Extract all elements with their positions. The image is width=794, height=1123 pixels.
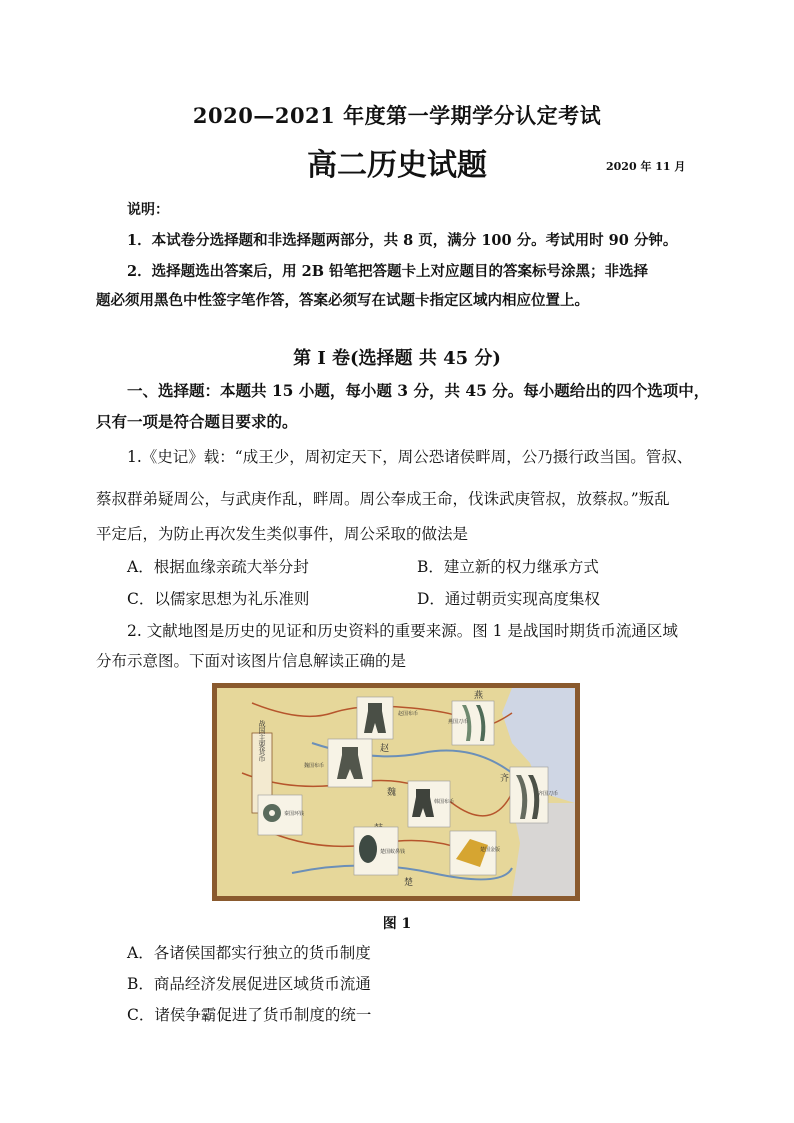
- exam-date: 2020 年 11 月: [606, 160, 686, 173]
- coin-label: 齐国刀币: [538, 791, 559, 797]
- instructions-line-2b: 题必须用黑色中性签字笔作答，答案必须写在试题卡指定区域内相应位置上。: [96, 292, 589, 309]
- coin-label: 楚国蚁鼻钱: [380, 849, 406, 855]
- q2-option-b[interactable]: B．商品经济发展促进区域货币流通: [127, 975, 371, 993]
- q1-option-d[interactable]: D．通过朝贡实现高度集权: [417, 590, 600, 608]
- q1-option-c[interactable]: C．以儒家思想为礼乐准则: [127, 590, 310, 608]
- section-intro-b: 只有一项是符合题目要求的。: [96, 412, 298, 431]
- instructions-line-2a: 2．选择题选出答案后，用 2B 铅笔把答题卡上对应题目的答案标号涂黑；非选择: [127, 263, 649, 280]
- q1-option-a[interactable]: A．根据血缘亲疏大举分封: [127, 558, 309, 576]
- ring-coin-hole: [269, 810, 275, 816]
- coin-label: 魏国布币: [304, 763, 325, 769]
- warring-states-currency-map: [212, 683, 580, 901]
- map-state-label: 齐: [500, 774, 510, 784]
- map-state-label: 赵: [380, 744, 390, 754]
- instructions-label: 说明：: [127, 202, 169, 218]
- section-intro-a: 一、选择题：本题共 15 小题，每小题 3 分，共 45 分。每小题给出的四个选项中，: [127, 381, 710, 400]
- q1-stem-line-3: 平定后，为防止再次发生类似事件，周公采取的做法是: [96, 525, 469, 543]
- map-state-label: 燕: [474, 691, 484, 701]
- instructions-line-1: 1．本试卷分选择题和非选择题两部分，共 8 页，满分 100 分。考试用时 90 分钟。: [127, 232, 678, 249]
- map-state-label: 楚: [404, 878, 414, 888]
- q2-option-a[interactable]: A．各诸侯国都实行独立的货币制度: [127, 944, 371, 962]
- section-title: 第 I 卷(选择题 共 45 分): [293, 348, 501, 369]
- q1-stem-line-1: 1.《史记》载：“成王少，周初定天下，周公恐诸侯畔周，公乃摄行政当国。管叔、: [127, 448, 693, 466]
- exam-title: 2020—2021 年度第一学期学分认定考试: [192, 103, 602, 128]
- q1-option-b[interactable]: B．建立新的权力继承方式: [417, 558, 599, 576]
- q2-stem-line-1: 2. 文献地图是历史的见证和历史资料的重要来源。图 1 是战国时期货币流通区域: [127, 622, 678, 640]
- q1-stem-line-2: 蔡叔群弟疑周公，与武庚作乱，畔周。周公奉成王命，伐诛武庚管叔，放蔡叔。”叛乱: [96, 490, 670, 508]
- map-legend: 战国主要货币: [258, 720, 266, 762]
- map-state-label: 魏: [387, 788, 397, 798]
- figure-caption: 图 1: [382, 916, 412, 932]
- ant-nose-coin-icon: [359, 835, 377, 863]
- exam-subtitle: 高二历史试题: [307, 148, 487, 183]
- coin-label: 韩国布币: [434, 799, 455, 805]
- coin-label: 秦国环钱: [284, 811, 305, 817]
- q2-stem-line-2: 分布示意图。下面对该图片信息解读正确的是: [96, 652, 407, 670]
- coin-label: 燕国刀币: [448, 719, 469, 725]
- q2-option-c[interactable]: C．诸侯争霸促进了货币制度的统一: [127, 1006, 372, 1024]
- coin-label: 楚国金版: [480, 847, 501, 853]
- coin-label: 赵国布币: [398, 711, 419, 717]
